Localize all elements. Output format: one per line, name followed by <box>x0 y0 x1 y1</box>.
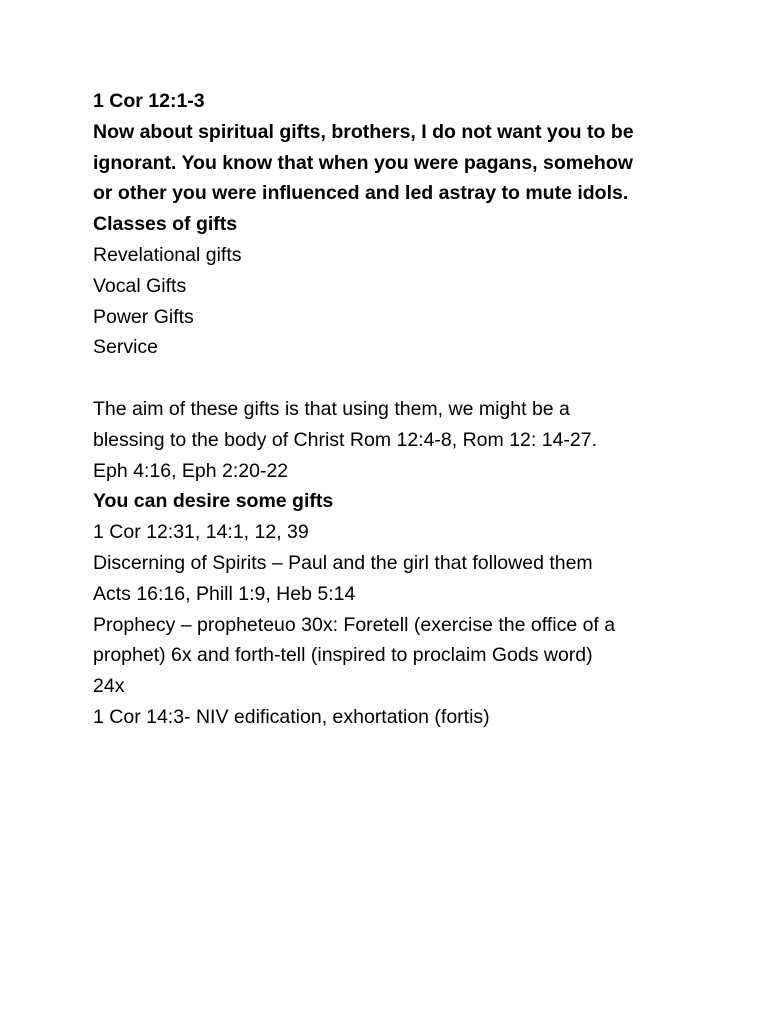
gift-class-item: Service <box>93 336 159 359</box>
desire-heading: You can desire some gifts <box>93 490 334 513</box>
prophecy-line: Prophecy – propheteuo 30x: Foretell (exercise the office of a <box>93 613 616 636</box>
prophecy-line: 24x <box>93 675 125 698</box>
intro-line: Now about spiritual gifts, brothers, I do not want you to be <box>93 120 634 143</box>
intro-line: ignorant. You know that when you were pagans, somehow <box>93 151 633 174</box>
discerning-line: Acts 16:16, Phill 1:9, Heb 5:14 <box>93 582 356 605</box>
intro-line: or other you were influenced and led astray to mute idols. <box>93 182 629 205</box>
discerning-line: Discerning of Spirits – Paul and the girl that followed them <box>93 551 593 574</box>
gift-class-item: Power Gifts <box>93 305 194 328</box>
document-body <box>93 86 683 733</box>
gift-class-item: Revelational gifts <box>93 243 242 266</box>
prophecy-line: prophet) 6x and forth-tell (inspired to proclaim Gods word) <box>93 644 593 667</box>
classes-heading: Classes of gifts <box>93 213 238 236</box>
closing-reference-line: 1 Cor 14:3- NIV edification, exhortation (fortis) <box>93 705 490 728</box>
aim-line: blessing to the body of Christ Rom 12:4-8, Rom 12: 14-27. <box>93 428 598 451</box>
gift-class-item: Vocal Gifts <box>93 274 187 297</box>
paragraph-spacer <box>93 363 683 394</box>
aim-line: Eph 4:16, Eph 2:20-22 <box>93 459 289 482</box>
desire-references: 1 Cor 12:31, 14:1, 12, 39 <box>93 521 309 544</box>
scripture-reference-heading: 1 Cor 12:1-3 <box>93 90 205 112</box>
aim-line: The aim of these gifts is that using them, we might be a <box>93 397 570 420</box>
